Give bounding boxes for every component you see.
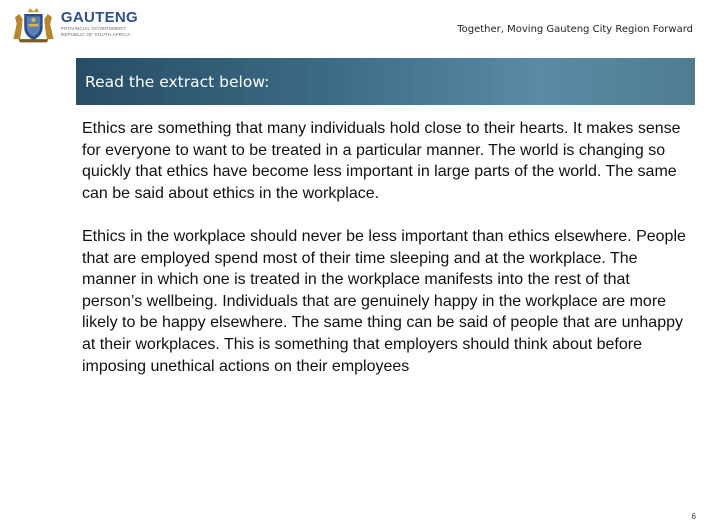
- brand-subtitle-country: REPUBLIC OF SOUTH AFRICA: [60, 32, 131, 37]
- banner-title: Read the extract below:: [85, 72, 270, 91]
- gauteng-logo: [10, 2, 138, 46]
- page-number: 6: [691, 512, 696, 521]
- header-slogan: Together, Moving Gauteng City Region Forward: [457, 24, 693, 35]
- brand-name: GAUTENG: [60, 9, 138, 26]
- section-banner: [76, 58, 695, 105]
- extract-paragraph: Ethics in the workplace should never be less important than ethics elsewhere. People that are employed spend most of their time sleeping and at the workplace. The manner in which one is treated in the workplace manifests into the rest of that person’s wellbeing. Individuals that are genuinely happy in the workplace are more likely to be happy elsewhere. The same thing can be said of people that are unhappy at their workplaces. This is something that employers should think about before imposing unethical actions on their employees: [82, 227, 686, 375]
- extract-text: [82, 118, 692, 399]
- brand-block: [61, 10, 138, 38]
- coat-of-arms-icon: [10, 2, 57, 46]
- brand-subtitle: PROVINCIAL GOVERNMENT: [60, 26, 126, 31]
- extract-paragraph: Ethics are something that many individuals hold close to their hearts. It makes sense for everyone to want to be treated in a particular manner. The world is changing so quickly that ethics have become less important in large parts of the world. The same can be said about ethics in the workplace.: [82, 120, 681, 202]
